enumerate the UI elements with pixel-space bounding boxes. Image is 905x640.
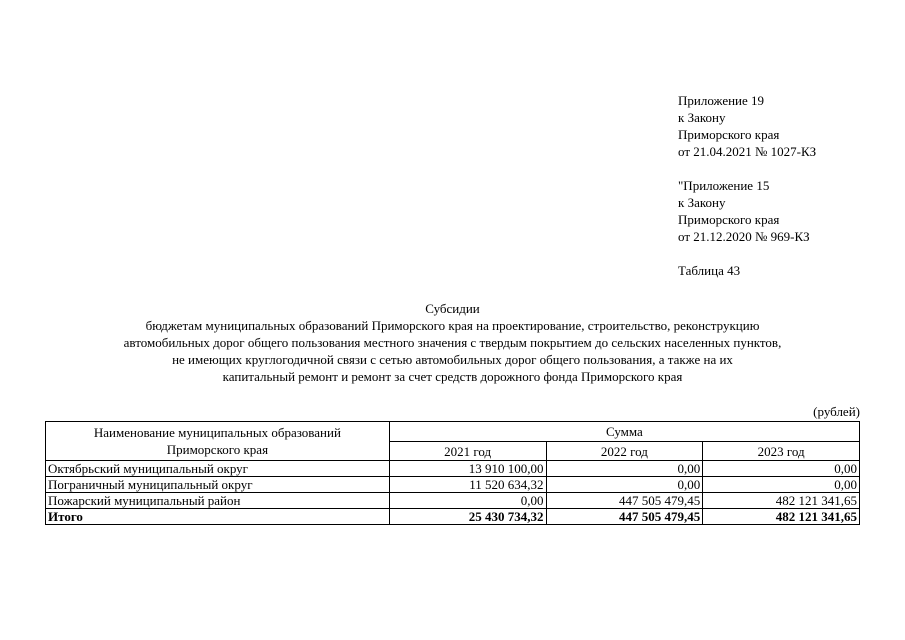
total-value-2022: 447 505 479,45 <box>546 509 703 525</box>
appendix-current-line: к Закону <box>678 110 726 125</box>
total-value-2021: 25 430 734,32 <box>389 509 546 525</box>
year-header-2023: 2023 год <box>703 442 860 461</box>
appendix-previous-line: Приморского края <box>678 212 780 227</box>
table-row <box>46 461 860 477</box>
table-number: Таблица 43 <box>678 263 741 278</box>
year-header-2022: 2022 год <box>546 442 703 461</box>
row-value-2021: 11 520 634,32 <box>389 477 546 493</box>
table-header-row <box>46 422 860 442</box>
total-label: Итого <box>46 509 390 525</box>
appendix-previous-line: "Приложение 15 <box>678 178 770 193</box>
row-value-2022: 0,00 <box>546 461 703 477</box>
row-name: Пограничный муниципальный округ <box>46 477 390 493</box>
title-line: бюджетам муниципальных образований Приморского края на проектирование, строительство, реконструкцию <box>145 318 760 333</box>
row-value-2023: 0,00 <box>703 461 860 477</box>
appendix-current-line: Приложение 19 <box>678 93 765 108</box>
row-value-2023: 482 121 341,65 <box>703 493 860 509</box>
year-header-2021: 2021 год <box>389 442 546 461</box>
row-value-2021: 0,00 <box>389 493 546 509</box>
title-line: капитальный ремонт и ремонт за счет средств дорожного фонда Приморского края <box>222 369 683 384</box>
appendix-current <box>678 92 816 160</box>
name-column-header <box>46 422 390 461</box>
title-line: автомобильных дорог общего пользования местного значения с твердым покрытием до сельских населенных пунктов, <box>123 335 782 350</box>
name-header-line: Приморского края <box>166 442 269 457</box>
appendix-previous-line: от 21.12.2020 № 969-КЗ <box>678 229 810 244</box>
appendix-previous-line: к Закону <box>678 195 726 210</box>
row-value-2022: 0,00 <box>546 477 703 493</box>
document-title <box>0 300 905 385</box>
sum-column-header: Сумма <box>389 422 859 442</box>
appendix-previous <box>678 177 816 245</box>
appendix-current-line: Приморского края <box>678 127 780 142</box>
total-row <box>46 509 860 525</box>
appendix-references <box>678 92 816 279</box>
row-value-2021: 13 910 100,00 <box>389 461 546 477</box>
row-name: Пожарский муниципальный район <box>46 493 390 509</box>
title-line: не имеющих круглогодичной связи с сетью автомобильных дорог общего пользования, а также на их <box>172 352 733 367</box>
title-heading: Субсидии <box>425 301 480 316</box>
table-row <box>46 477 860 493</box>
total-value-2023: 482 121 341,65 <box>703 509 860 525</box>
table-row <box>46 493 860 509</box>
subsidy-table <box>45 421 860 525</box>
appendix-current-line: от 21.04.2021 № 1027-КЗ <box>678 144 817 159</box>
name-header-line: Наименование муниципальных образований <box>93 425 341 440</box>
row-value-2023: 0,00 <box>703 477 860 493</box>
unit-note: (рублей) <box>813 404 860 419</box>
row-name: Октябрьский муниципальный округ <box>46 461 390 477</box>
row-value-2022: 447 505 479,45 <box>546 493 703 509</box>
